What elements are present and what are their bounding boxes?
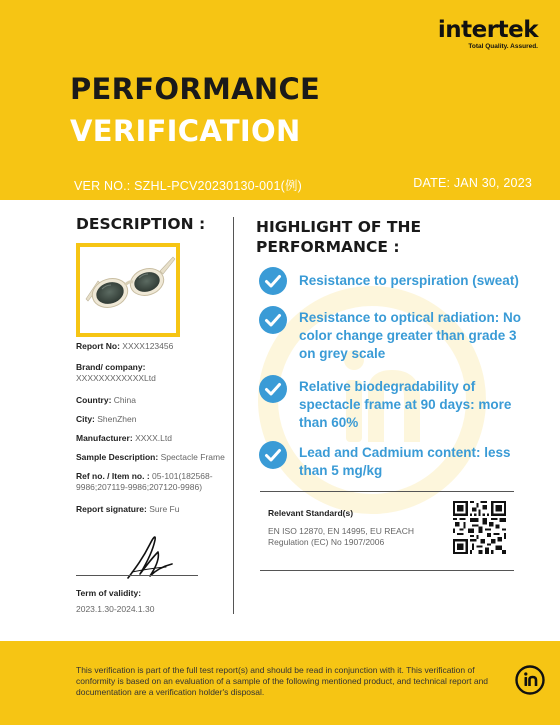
- highlight-item: [259, 306, 521, 363]
- highlight-text: Resistance to optical radiation: No color change greater than grade 3 on grey scale: [299, 310, 522, 361]
- highlight-item: [259, 267, 519, 295]
- product-photo: [76, 243, 180, 337]
- standards-bottom-rule: [260, 570, 514, 571]
- standards-text: EN ISO 12870, EN 14995, EU REACH Regulation (EC) No 1907/2006: [268, 526, 414, 547]
- description-heading: DESCRIPTION :: [76, 215, 206, 233]
- highlights-heading: HIGHLIGHT OF THE PERFORMANCE :: [256, 218, 422, 256]
- city-row: City: ShenZhen: [76, 414, 137, 424]
- country-row: Country: China: [76, 395, 137, 405]
- page-title-line2: VERIFICATION: [70, 114, 301, 148]
- check-circle-icon: [259, 267, 287, 295]
- term-of-validity-value: 2023.1.30-2024.1.30: [76, 604, 155, 614]
- column-divider: [233, 217, 234, 614]
- manufacturer-row: Manufacturer: XXXX.Ltd: [76, 433, 172, 443]
- sample-description-row: Sample Description: Spectacle Frame: [76, 452, 225, 462]
- highlight-text: Lead and Cadmium content: less than 5 mg/kg: [299, 445, 511, 478]
- sunglasses-image: [80, 247, 176, 333]
- brand-name: intertek: [437, 17, 538, 43]
- intertek-in-badge-icon: [514, 664, 546, 696]
- standards-top-rule: [260, 491, 514, 492]
- check-circle-icon: [259, 306, 287, 334]
- report-signature-row: Report signature: Sure Fu: [76, 504, 180, 514]
- highlight-item: [259, 375, 511, 432]
- check-circle-icon: [259, 375, 287, 403]
- verification-number: VER NO.: SZHL-PCV20230130-001(例): [74, 179, 303, 193]
- signature-line: [76, 575, 198, 576]
- brand-tagline: Total Quality. Assured.: [468, 43, 538, 50]
- brand-logo: [438, 18, 538, 50]
- highlight-text: Relative biodegradability of spectacle frame at 90 days: more than 60%: [299, 379, 512, 430]
- highlight-item: [259, 441, 511, 480]
- term-of-validity-row: Term of validity:: [76, 588, 142, 598]
- standards-title: Relevant Standard(s): [268, 508, 354, 518]
- verification-date: DATE: JAN 30, 2023: [413, 176, 532, 190]
- check-circle-icon: [259, 441, 287, 469]
- qr-code-icon[interactable]: [453, 501, 506, 554]
- report-no-row: Report No: XXXX123456: [76, 341, 174, 351]
- brand-company-row: Brand/ company: XXXXXXXXXXXXLtd: [76, 362, 156, 383]
- page-title-line1: PERFORMANCE: [70, 72, 321, 106]
- ref-no-row: Ref no. / Item no. : 05-101(182568- 9986;207119-9986;207120-9986): [76, 471, 213, 492]
- footer-disclaimer: This verification is part of the full test report(s) and should be read in conjunction with it. This verification of conformity is based on an evaluation of a sample of the following mentioned product, and technical report and documentation are a verification holder's disposal.: [76, 665, 489, 697]
- highlight-text: Resistance to perspiration (sweat): [299, 273, 519, 288]
